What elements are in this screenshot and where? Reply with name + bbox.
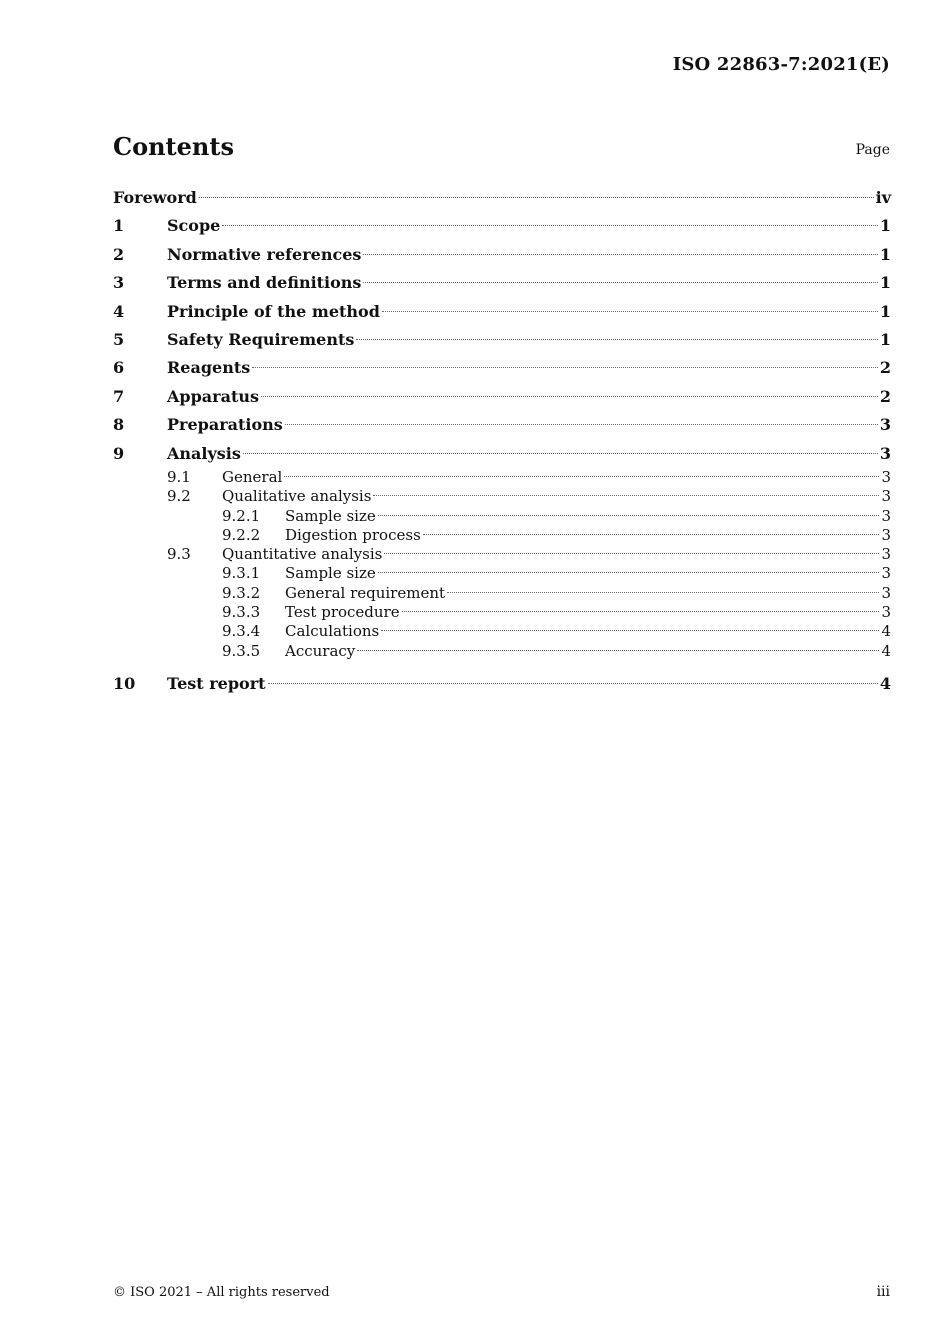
toc-entry-number: 5 <box>113 329 125 349</box>
dot-leader <box>378 515 880 516</box>
toc-entry-preparations[interactable] <box>113 411 891 439</box>
dot-leader <box>378 572 880 573</box>
toc-entry-number: 9.3.5 <box>222 641 261 660</box>
dot-leader <box>284 476 879 477</box>
table-of-contents <box>113 184 891 698</box>
toc-entry-principle-of-the-method[interactable] <box>113 298 891 326</box>
toc-entry-number: 9.2 <box>167 487 191 506</box>
document-id: ISO 22863-7:2021(E) <box>672 54 890 75</box>
toc-entry-page: 3 <box>881 602 891 621</box>
toc-entry-page: 3 <box>881 467 891 486</box>
toc-entry-number: 6 <box>113 358 125 378</box>
contents-title: Contents <box>113 132 234 161</box>
toc-entry-number: 1 <box>113 216 125 236</box>
toc-entry-page: 3 <box>881 506 891 525</box>
toc-entry-title: Qualitative analysis <box>222 487 372 506</box>
toc-entry-number: 9.3.2 <box>222 583 261 602</box>
toc-subentry-qualitative-analysis[interactable] <box>113 487 891 506</box>
toc-entry-page: 4 <box>881 622 891 641</box>
toc-entry-page: 2 <box>879 386 891 406</box>
dot-leader <box>373 495 879 496</box>
toc-entry-title: Calculations <box>285 622 380 641</box>
toc-entry-title: Apparatus <box>167 386 259 406</box>
toc-subentry-general[interactable] <box>113 468 891 487</box>
toc-subentry-digestion-process[interactable] <box>113 526 891 545</box>
toc-entry-number: 10 <box>113 673 136 693</box>
dot-leader <box>402 611 880 612</box>
toc-entry-normative-references[interactable] <box>113 241 891 269</box>
toc-entry-title: Safety Requirements <box>167 329 355 349</box>
toc-entry-page: 1 <box>879 273 891 293</box>
toc-entry-title: Sample size <box>285 564 376 583</box>
toc-subentry-accuracy[interactable] <box>113 642 891 661</box>
dot-leader <box>363 254 877 255</box>
toc-subentry-test-procedure[interactable] <box>113 603 891 622</box>
toc-entry-page: 1 <box>879 216 891 236</box>
toc-subentry-sample-size[interactable] <box>113 564 891 583</box>
toc-entry-title: Accuracy <box>285 641 356 660</box>
toc-entry-number: 9 <box>113 443 125 463</box>
toc-entry-terms-and-definitions[interactable] <box>113 269 891 297</box>
toc-entry-page: 3 <box>881 545 891 564</box>
dot-leader <box>243 453 878 454</box>
dot-leader <box>268 683 878 684</box>
toc-entry-title: Terms and definitions <box>167 273 362 293</box>
toc-entry-page: iv <box>875 188 891 207</box>
dot-leader <box>356 339 877 340</box>
toc-subentry-quantitative-analysis[interactable] <box>113 545 891 564</box>
toc-entry-page: 3 <box>879 443 891 463</box>
toc-entry-page: 4 <box>879 673 891 693</box>
toc-subentry-sample-size[interactable] <box>113 507 891 526</box>
dot-leader <box>363 282 877 283</box>
footer-page-number: iii <box>876 1284 890 1300</box>
dot-leader <box>252 367 878 368</box>
dot-leader <box>199 197 874 198</box>
toc-entry-number: 9.3 <box>167 545 191 564</box>
toc-subentry-calculations[interactable] <box>113 622 891 641</box>
toc-entry-number: 9.2.2 <box>222 525 261 544</box>
toc-entry-title: Sample size <box>285 506 376 525</box>
toc-entry-title: Reagents <box>167 358 251 378</box>
toc-entry-test-report[interactable] <box>113 670 891 698</box>
toc-entry-reagents[interactable] <box>113 354 891 382</box>
dot-leader <box>261 396 878 397</box>
toc-entry-number: 2 <box>113 244 125 264</box>
toc-entry-page: 3 <box>881 487 891 506</box>
page-column-label: Page <box>855 142 890 158</box>
toc-entry-title: Scope <box>167 216 221 236</box>
toc-entry-title: Normative references <box>167 244 362 264</box>
toc-entry-page: 1 <box>879 301 891 321</box>
toc-entry-page: 2 <box>879 358 891 378</box>
toc-entry-page: 1 <box>879 329 891 349</box>
toc-entry-foreword[interactable] <box>113 184 891 212</box>
dot-leader <box>384 553 879 554</box>
toc-entry-number: 4 <box>113 301 125 321</box>
toc-entry-title: Test report <box>167 673 266 693</box>
toc-subentry-general-requirement[interactable] <box>113 584 891 603</box>
toc-entry-number: 9.3.1 <box>222 564 261 583</box>
toc-entry-title: General <box>222 467 283 486</box>
toc-entry-title: Test procedure <box>285 602 400 621</box>
toc-entry-page: 4 <box>881 641 891 660</box>
toc-entry-number: 9.1 <box>167 467 191 486</box>
dot-leader <box>382 311 878 312</box>
toc-entry-analysis[interactable] <box>113 440 891 468</box>
dot-leader <box>381 630 879 631</box>
toc-entry-title: Principle of the method <box>167 301 380 321</box>
toc-entry-scope[interactable] <box>113 212 891 240</box>
toc-entry-title: Analysis <box>167 443 241 463</box>
dot-leader <box>447 592 879 593</box>
toc-entry-number: 3 <box>113 273 125 293</box>
toc-entry-title: Quantitative analysis <box>222 545 383 564</box>
toc-entry-number: 9.3.4 <box>222 622 261 641</box>
footer-copyright: © ISO 2021 – All rights reserved <box>113 1285 330 1300</box>
toc-entry-page: 1 <box>879 244 891 264</box>
dot-leader <box>423 534 880 535</box>
toc-entry-number: 9.2.1 <box>222 506 261 525</box>
toc-entry-page: 3 <box>879 415 891 435</box>
toc-entry-title: Preparations <box>167 415 283 435</box>
dot-leader <box>357 650 879 651</box>
toc-entry-page: 3 <box>881 583 891 602</box>
toc-entry-number: 9.3.3 <box>222 602 261 621</box>
toc-entry-safety-requirements[interactable] <box>113 326 891 354</box>
toc-entry-title: Foreword <box>113 188 197 207</box>
toc-entry-number: 7 <box>113 386 125 406</box>
toc-entry-title: Digestion process <box>285 525 421 544</box>
toc-entry-apparatus[interactable] <box>113 383 891 411</box>
toc-entry-page: 3 <box>881 564 891 583</box>
dot-leader <box>222 225 878 226</box>
dot-leader <box>285 424 878 425</box>
toc-entry-page: 3 <box>881 525 891 544</box>
toc-entry-title: General requirement <box>285 583 446 602</box>
toc-entry-number: 8 <box>113 415 125 435</box>
